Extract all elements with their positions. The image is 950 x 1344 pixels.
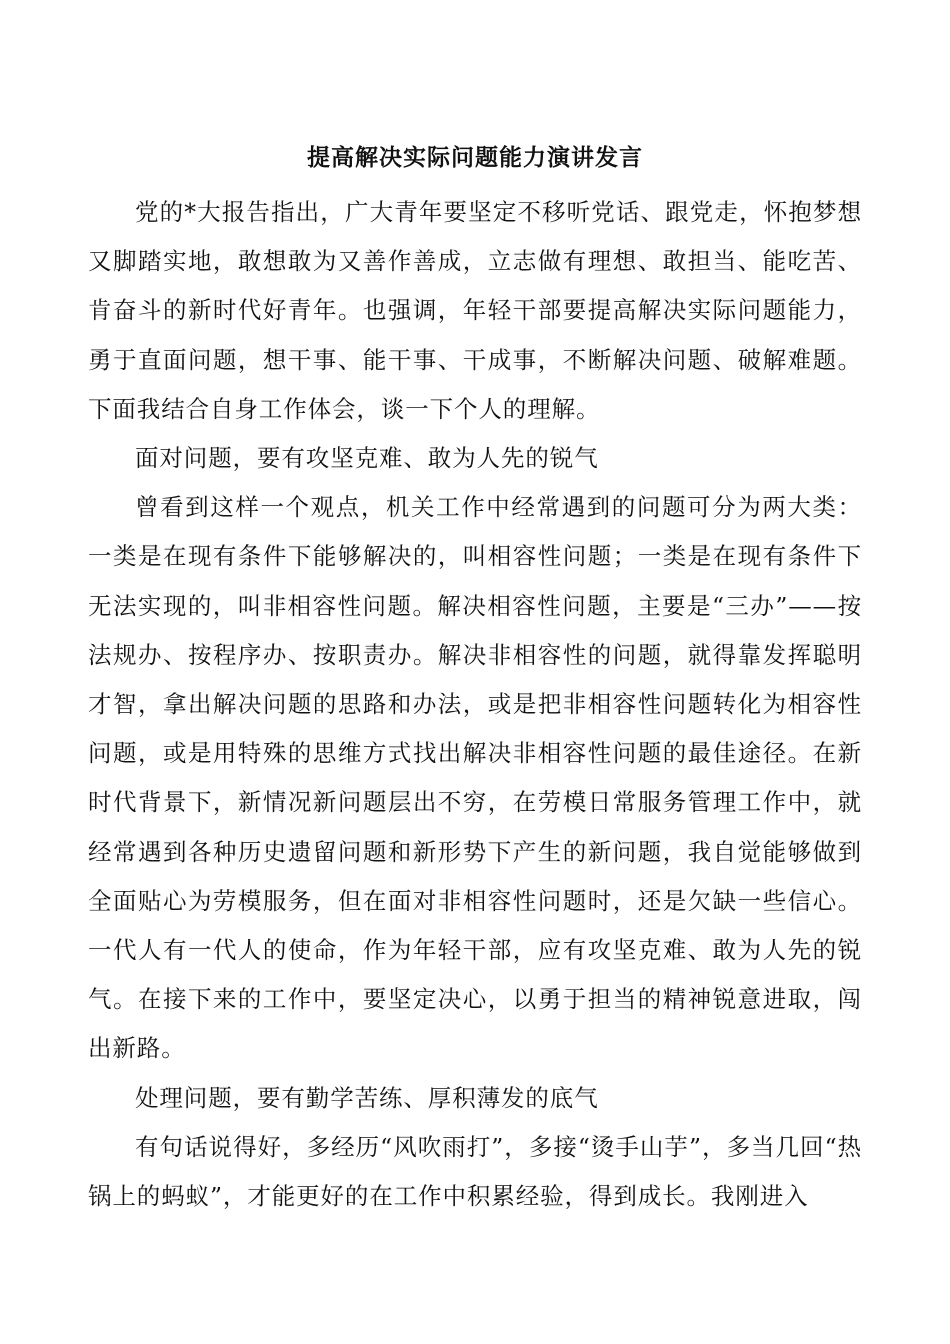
section-heading-1: 面对问题，要有攻坚克难、敢为人先的锐气 [135, 444, 599, 473]
paragraph-section-1: 曾看到这样一个观点，机关工作中经常遇到的问题可分为两大类：一类是在现有条件下能够解决的，叫相容性问题；一类是在现有条件下无法实现的，叫非相容性问题。解决相容性问题，主要是“三办”——按法规办、按程序办、按职责办。解决非相容性的问题，就得靠发挥聪明才智，拿出解决问题的思路和办法，或是把非相容性问题转化为相容性问题，或是用特殊的思维方式找出解决非相容性问题的最佳途径。在新时代背景下，新情况新问题层出不穷，在劳模日常服务管理工作中，就经常遇到各种历史遗留问题和新形势下产生的新问题，我自觉能够做到全面贴心为劳模服务，但在面对非相容性问题时，还是欠缺一些信心。一代人有一代人的使命，作为年轻干部，应有攻坚克难、敢为人先的锐气。在接下来的工作中，要坚定决心，以勇于担当的精神锐意进取，闯出新路。 [88, 493, 862, 1063]
document-title: 提高解决实际问题能力演讲发言 [307, 144, 643, 171]
document-body [88, 188, 862, 1221]
section-heading-2: 处理问题，要有勤学苦练、厚积薄发的底气 [135, 1083, 599, 1112]
paragraph-intro: 党的*大报告指出，广大青年要坚定不移听党话、跟党走，怀抱梦想又脚踏实地，敢想敢为又善作善成，立志做有理想、敢担当、能吃苦、肯奋斗的新时代好青年。也强调，年轻干部要提高解决实际问题能力，勇于直面问题，想干事、能干事、干成事，不断解决问题、破解难题。下面我结合自身工作体会，谈一下个人的理解。 [88, 198, 862, 423]
paragraph-section-2: 有句话说得好，多经历“风吹雨打”，多接“烫手山芋”，多当几回“热锅上的蚂蚁”，才能更好的在工作中积累经验，得到成长。我刚进入 [88, 1132, 862, 1211]
